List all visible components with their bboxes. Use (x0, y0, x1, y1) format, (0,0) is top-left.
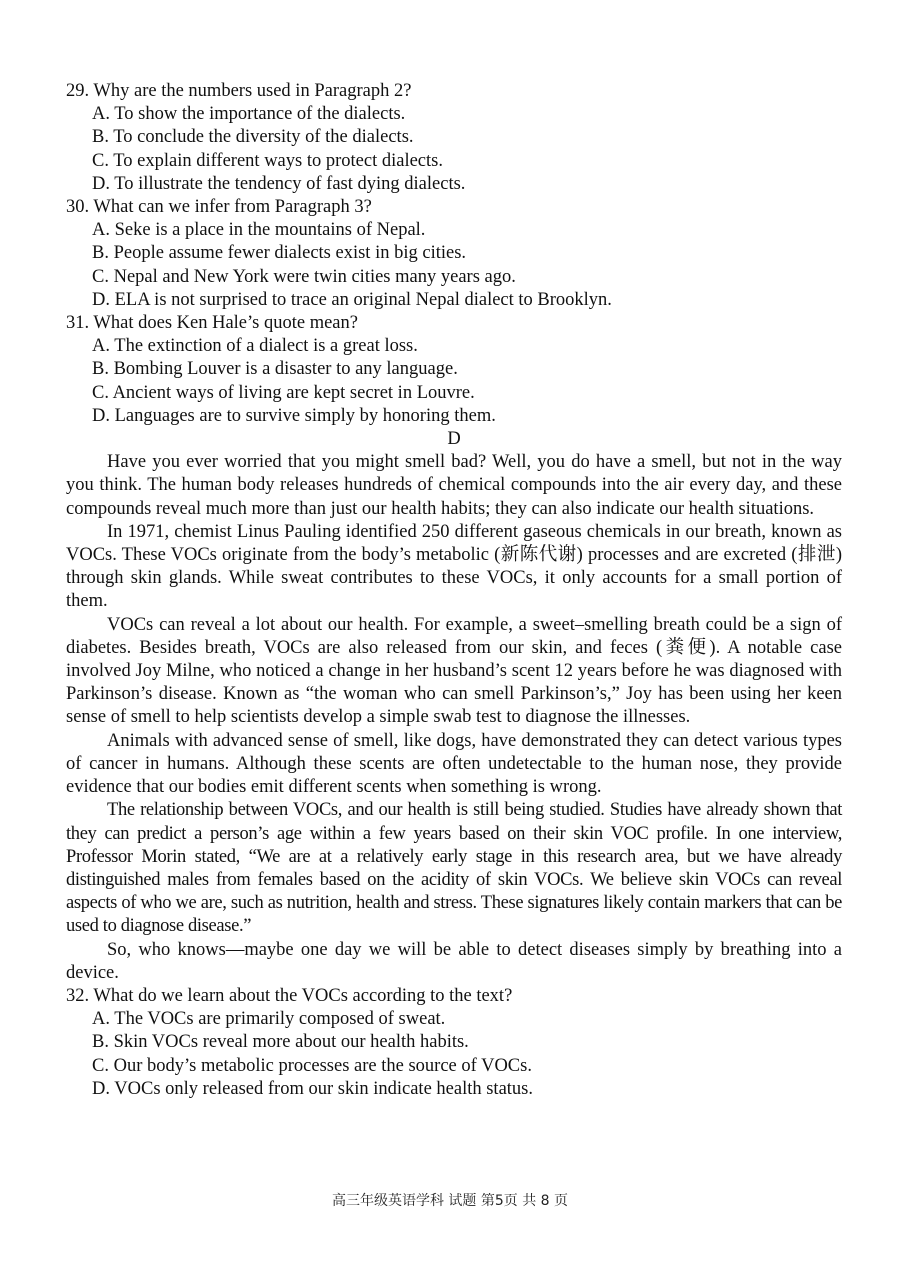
question-stem: 31. What does Ken Hale’s quote mean? (66, 313, 358, 334)
question-stem: 29. Why are the numbers used in Paragraph 2? (66, 81, 412, 101)
option-a: A. The VOCs are primarily composed of sweat. (92, 1009, 446, 1030)
passage-paragraph: In 1971, chemist Linus Pauling identified 250 different gaseous chemicals in our breath, known as VOCs. These VOCs originate from the body’s metabolic (新陈代谢) processes and are excreted (排泄) through skin glands. While sweat contributes to these VOCs, it only accounts for a small portion of them. (66, 521, 842, 612)
question-30 (66, 196, 842, 312)
option-c: C. To explain different ways to protect dialects. (92, 150, 443, 171)
option-d: D. To illustrate the tendency of fast dying dialects. (92, 173, 466, 194)
page-footer: 高三年级英语学科 试题 第5页 共 8 页 (331, 1193, 569, 1209)
option-a: A. To show the importance of the dialects. (92, 104, 406, 125)
section-label: D (447, 429, 461, 450)
option-d: D. Languages are to survive simply by honoring them. (92, 405, 496, 426)
question-stem: 30. What can we infer from Paragraph 3? (66, 197, 372, 218)
reading-passage (66, 451, 842, 985)
option-d: D. VOCs only released from our skin indicate health status. (92, 1078, 534, 1099)
passage-paragraph: Have you ever worried that you might smell bad? Well, you do have a smell, but not in the way you think. The human body releases hundreds of chemical compounds into the air every day, and these compounds reveal much more than just our health habits; they can also indicate our health situations. (66, 452, 842, 519)
option-c: C. Nepal and New York were twin cities many years ago. (92, 266, 516, 287)
option-a: A. Seke is a place in the mountains of Nepal. (92, 220, 426, 241)
question-32 (66, 985, 842, 1101)
passage-paragraph: So, who knows—maybe one day we will be able to detect diseases simply by breathing into a device. (66, 939, 842, 983)
option-b: B. To conclude the diversity of the dialects. (92, 127, 414, 148)
passage-paragraph: VOCs can reveal a lot about our health. For example, a sweet–smelling breath could be a sign of diabetes. Besides breath, VOCs are also released from our skin, and feces (粪便). A notable case involved Joy Milne, who noticed a change in her husband’s scent 12 years before he was diagnosed with Parkinson’s disease. Known as “the woman who can smell Parkinson’s,” Joy has been using her keen sense of smell to help scientists develop a simple swab test to diagnose the illnesses. (66, 614, 842, 728)
option-c: C. Ancient ways of living are kept secret in Louvre. (92, 382, 475, 403)
passage-paragraph: The relationship between VOCs, and our health is still being studied. Studies have already shown that they can predict a person’s age within a few years based on their skin VOC profile. In one interview, Professor Morin stated, “We are at a relatively early stage in this research area, but we have already distinguished males from females based on the acidity of skin VOCs. We believe skin VOCs can reveal aspects of who we are, such as nutrition, health and stress. These signatures likely contain markers that can be used to diagnose disease.” (66, 800, 842, 937)
question-31 (66, 312, 842, 428)
option-c: C. Our body’s metabolic processes are the source of VOCs. (92, 1055, 532, 1076)
question-29 (66, 80, 842, 196)
exam-page (66, 80, 842, 1101)
question-stem: 32. What do we learn about the VOCs according to the text? (66, 985, 513, 1006)
option-b: B. People assume fewer dialects exist in big cities. (92, 243, 467, 264)
passage-paragraph: Animals with advanced sense of smell, like dogs, have demonstrated they can detect various types of cancer in humans. Although these scents are often undetectable to the human nose, they provide evidence that our bodies emit different scents when something is wrong. (66, 730, 842, 798)
option-d: D. ELA is not surprised to trace an original Nepal dialect to Brooklyn. (92, 289, 612, 310)
option-b: B. Skin VOCs reveal more about our health habits. (92, 1032, 469, 1053)
option-a: A. The extinction of a dialect is a great loss. (92, 336, 418, 357)
option-b: B. Bombing Louver is a disaster to any language. (92, 359, 458, 380)
